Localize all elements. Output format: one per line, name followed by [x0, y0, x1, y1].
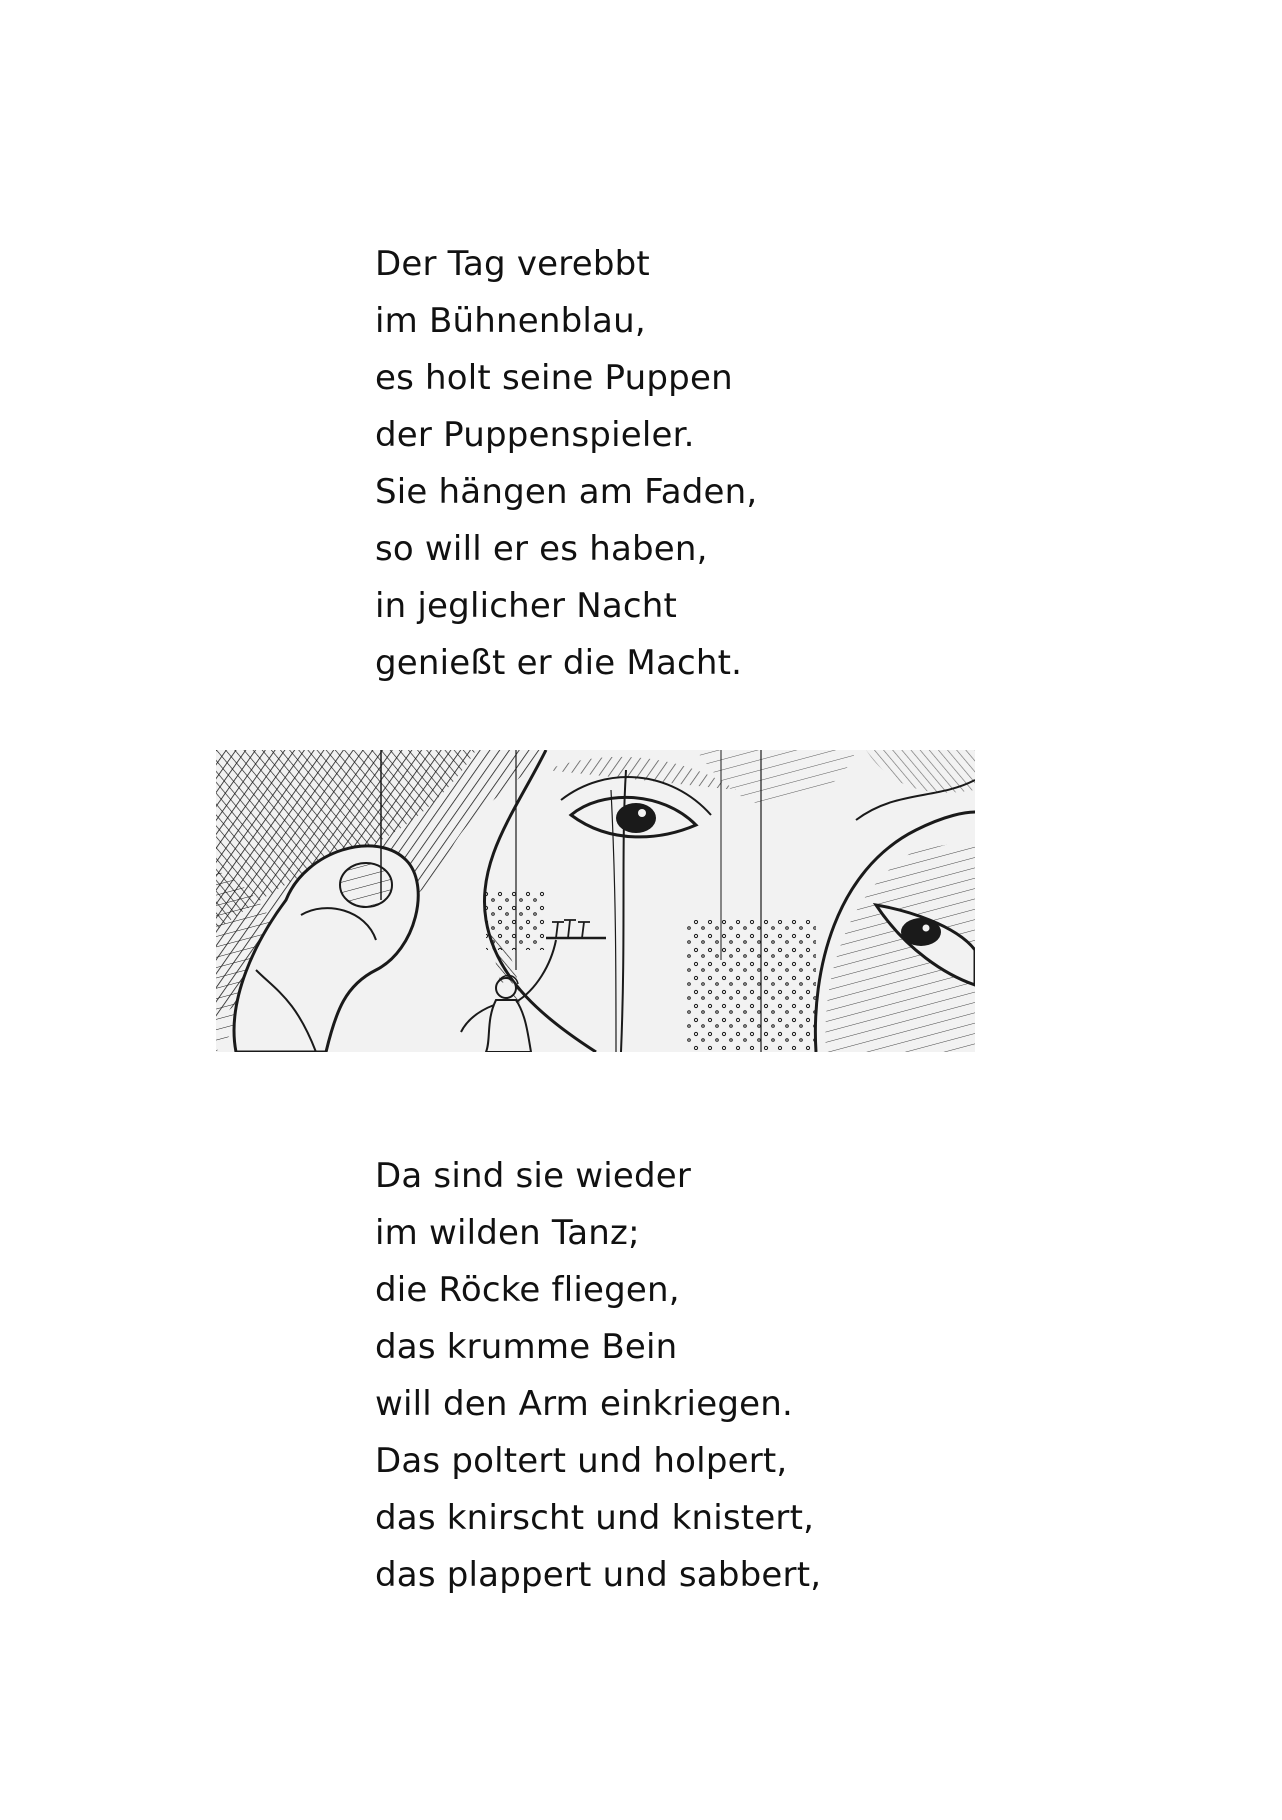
poem-line: Sie hängen am Faden, — [375, 472, 758, 512]
poem-line: im Bühnenblau, — [375, 301, 646, 341]
poem-line: Der Tag verebbt — [375, 244, 650, 284]
ink-drawing-illustration — [216, 750, 975, 1052]
poem-line: es holt seine Puppen — [375, 358, 733, 398]
poem-line: Da sind sie wieder — [375, 1156, 692, 1196]
poem-line: genießt er die Macht. — [375, 643, 743, 683]
poem-line: will den Arm einkriegen. — [375, 1384, 793, 1424]
poem-line: das plappert und sabbert, — [375, 1555, 822, 1595]
poem-stanza-1 — [375, 236, 757, 692]
poem-line: in jeglicher Nacht — [375, 586, 678, 626]
poem-line: die Röcke fliegen, — [375, 1270, 680, 1310]
poem-line: so will er es haben, — [375, 529, 708, 569]
poem-line: das krumme Bein — [375, 1327, 678, 1367]
poem-line: das knirscht und knistert, — [375, 1498, 815, 1538]
poem-line: im wilden Tanz; — [375, 1213, 640, 1253]
poem-stanza-2 — [375, 1148, 821, 1604]
ink-drawing-svg — [216, 750, 975, 1052]
poem-line: Das poltert und holpert, — [375, 1441, 788, 1481]
poem-line: der Puppenspieler. — [375, 415, 695, 455]
